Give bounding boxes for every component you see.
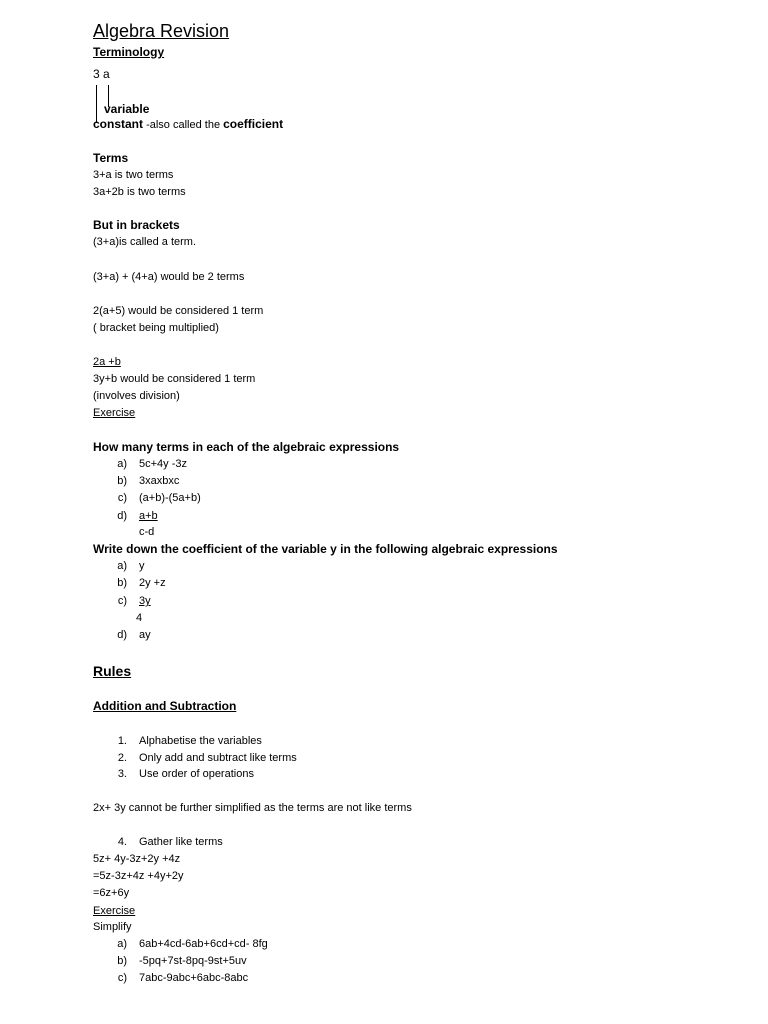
terms-line-6: ( bracket being multiplied) — [93, 322, 219, 334]
rule-step-1: Alphabetise the variables — [139, 735, 262, 747]
exercise-label-1: Exercise — [93, 407, 136, 419]
addsub-heading: Addition and Subtraction — [93, 699, 237, 713]
brackets-heading: But in brackets — [93, 218, 180, 232]
coefficient-word: coefficient — [223, 117, 284, 131]
fraction-numerator: 2a +b — [93, 356, 121, 368]
rule-step-2: Only add and subtract like terms — [139, 752, 297, 764]
work-line-2: =5z-3z+4z +4y+2y — [93, 870, 184, 882]
terms-line-3: (3+a)is called a term. — [93, 236, 197, 248]
terms-heading: Terms — [93, 151, 129, 165]
terminology-heading: Terminology — [93, 45, 165, 59]
q1-marker-b: b) — [117, 475, 127, 487]
terms-line-1: 3+a is two terms — [93, 169, 174, 181]
q1-heading: How many terms in each of the algebraic expressions — [93, 440, 400, 454]
simplify-item-c: 7abc-9abc+6abc-8abc — [139, 972, 249, 984]
q1-item-b: 3xaxbxc — [139, 475, 180, 487]
variable-label: variable — [104, 102, 150, 116]
simplify-marker-a: a) — [117, 938, 127, 950]
q1-marker-c: c) — [117, 492, 127, 504]
q1-item-d-denominator: c-d — [139, 526, 155, 538]
rule-marker-4: 4. — [117, 836, 127, 848]
fraction-denominator: 3y+b would be considered 1 term — [93, 373, 256, 385]
page-title: Algebra Revision — [93, 21, 230, 41]
constant-line — [93, 118, 283, 132]
q2-heading: Write down the coefficient of the variable y in the following algebraic expressions — [93, 542, 558, 556]
simplify-marker-b: b) — [117, 955, 127, 967]
q1-marker-d: d) — [117, 510, 127, 522]
q2-marker-b: b) — [117, 577, 127, 589]
exercise-label-2: Exercise — [93, 905, 136, 917]
rules-heading: Rules — [93, 663, 132, 679]
rule-marker-3: 3. — [117, 768, 127, 780]
q2-item-a: y — [139, 560, 145, 572]
q2-item-b: 2y +z — [139, 577, 166, 589]
q2-item-c-denominator: 4 — [136, 612, 143, 624]
rule-step-3: Use order of operations — [139, 768, 254, 780]
terms-line-7: (involves division) — [93, 390, 180, 402]
terms-line-2: 3a+2b is two terms — [93, 186, 186, 198]
simplify-item-b: -5pq+7st-8pq-9st+5uv — [139, 955, 247, 967]
rules-note: 2x+ 3y cannot be further simplified as the terms are not like terms — [93, 802, 412, 814]
q2-item-c-numerator: 3y — [139, 595, 151, 607]
simplify-item-a: 6ab+4cd-6ab+6cd+cd- 8fg — [139, 938, 268, 950]
work-line-1: 5z+ 4y-3z+2y +4z — [93, 853, 181, 865]
q1-marker-a: a) — [117, 458, 127, 470]
rule-marker-1: 1. — [117, 735, 127, 747]
q2-marker-a: a) — [117, 560, 127, 572]
terminology-example: 3 a — [93, 67, 110, 81]
q2-item-d: ay — [139, 629, 151, 641]
constant-mid-text: -also called the — [143, 119, 224, 131]
simplify-marker-c: c) — [117, 972, 127, 984]
terms-line-5: 2(a+5) would be considered 1 term — [93, 305, 264, 317]
q1-item-c: (a+b)-(5a+b) — [139, 492, 201, 504]
q2-marker-c: c) — [117, 595, 127, 607]
q1-item-a: 5c+4y -3z — [139, 458, 187, 470]
terms-line-4: (3+a) + (4+a) would be 2 terms — [93, 271, 245, 283]
q2-marker-d: d) — [117, 629, 127, 641]
rule-step-4: Gather like terms — [139, 836, 223, 848]
work-line-3: =6z+6y — [93, 887, 130, 899]
q1-item-d-numerator: a+b — [139, 510, 158, 522]
constant-word: constant — [93, 117, 144, 131]
rule-marker-2: 2. — [117, 752, 127, 764]
simplify-label: Simplify — [93, 921, 132, 933]
